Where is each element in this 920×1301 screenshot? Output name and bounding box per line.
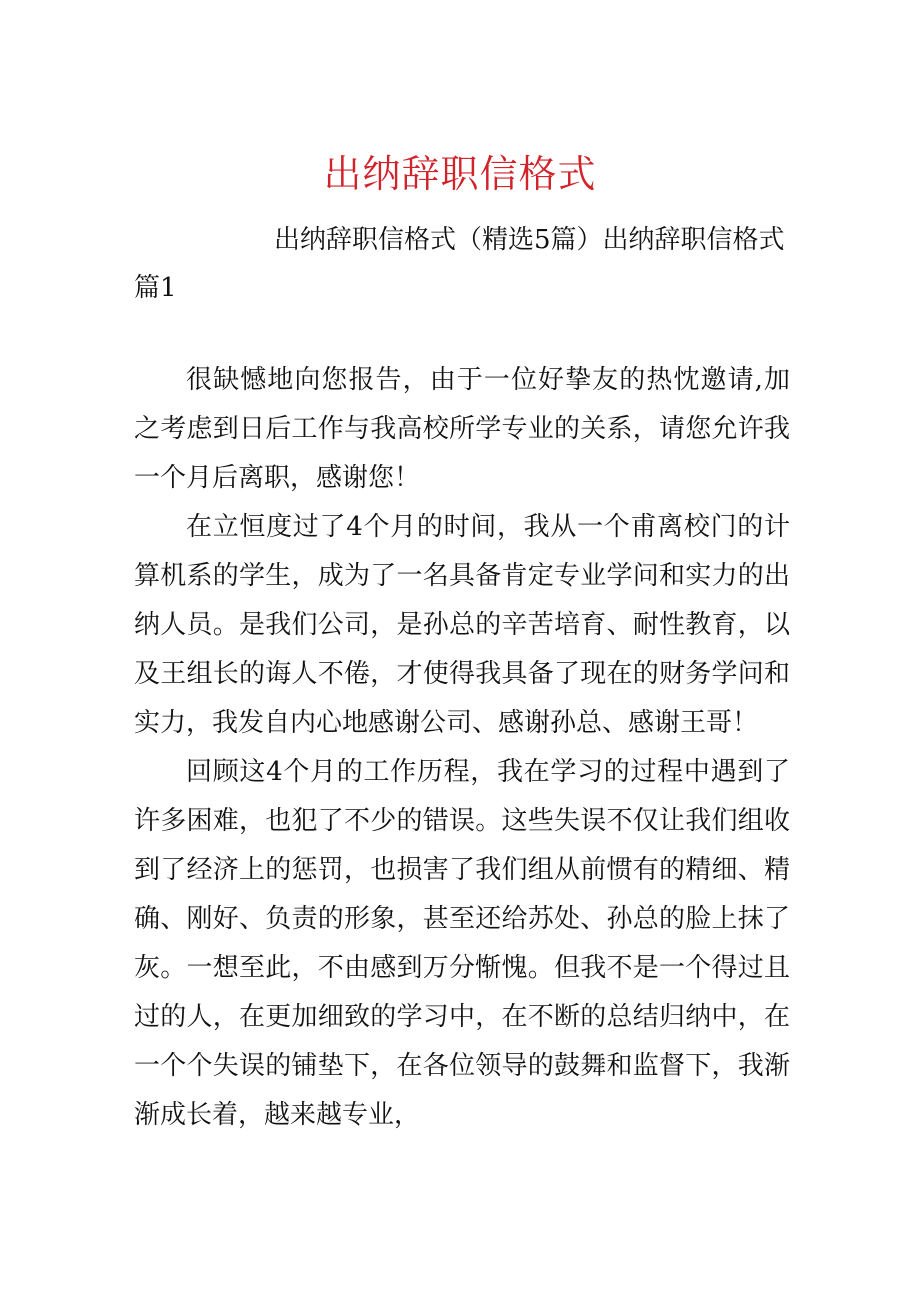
- document-subtitle: 出纳辞职信格式（精选5篇）出纳辞职信格式篇1: [134, 225, 785, 303]
- document-body: [134, 356, 790, 1140]
- document-title: 出纳辞职信格式: [323, 152, 597, 196]
- body-paragraph-2: 在立恒度过了4个月的时间，我从一个甫离校门的计算机系的学生，成为了一名具备肯定专业学问和实力的出纳人员。是我们公司，是孙总的辛苦培育、耐性教育，以及王组长的诲人不倦，才使得我具备了现在的财务学问和实力，我发自内心地感谢公司、感谢孙总、感谢王哥！: [134, 512, 790, 738]
- body-paragraph-1: 很缺憾地向您报告，由于一位好挚友的热忱邀请,加之考虑到日后工作与我高校所学专业的关系，请您允许我一个月后离职，感谢您！: [134, 365, 790, 493]
- body-paragraph-3: 回顾这4个月的工作历程，我在学习的过程中遇到了许多困难，也犯了不少的错误。这些失误不仅让我们组收到了经济上的惩罚，也损害了我们组从前惯有的精细、精确、刚好、负责的形象，甚至还给苏处、孙总的脸上抹了灰。一想至此，不由感到万分惭愧。但我不是一个得过且过的人，在更加细致的学习中，在不断的总结归纳中，在一个个失误的铺垫下，在各位领导的鼓舞和监督下，我渐渐成长着，越来越专业，: [134, 757, 790, 1130]
